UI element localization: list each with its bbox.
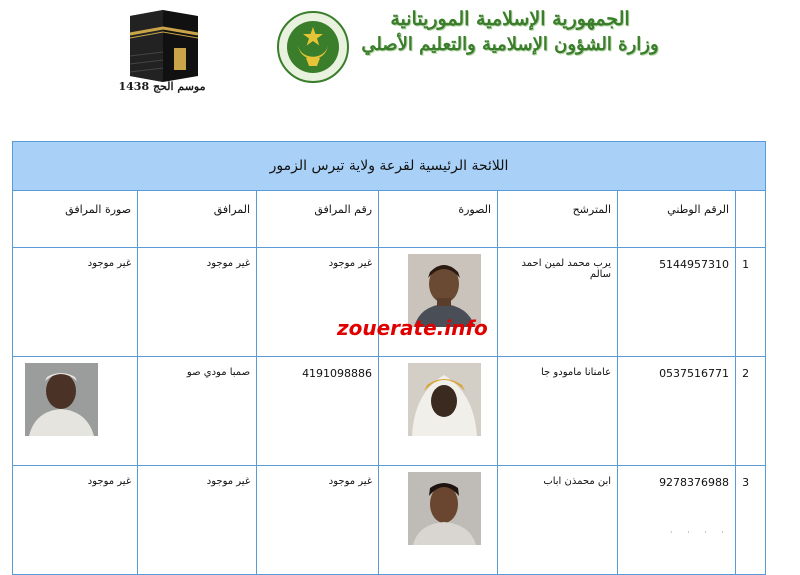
candidate-photo [408,472,481,545]
candidate-name: ابن محمذن اباب [498,466,618,575]
header-companion: المرافق [138,191,257,248]
companion-name: غير موجود [138,248,257,357]
watermark: zouerate.info [337,316,488,340]
table-row [13,248,766,357]
candidate-name: عامنانا مامودو جا [498,357,618,466]
table-header-row [13,191,766,248]
header-companion-photo: صورة المرافق [13,191,138,248]
companion-id: 4191098886 [257,357,379,466]
page-footer-marks: · · · · [670,528,730,537]
hajj-season-label: موسم الحج 1438 [118,80,206,93]
national-id: 5144957310 [618,248,736,357]
national-id: 0537516771 [618,357,736,466]
candidate-photo [408,363,481,436]
companion-photo-cell: غير موجود [13,466,138,575]
header-photo: الصورة [379,191,498,248]
candidate-photo-cell [379,248,498,357]
row-number: 1 [736,248,766,357]
row-number: 3 [736,466,766,575]
row-number: 2 [736,357,766,466]
header-national-id: الرقم الوطني [618,191,736,248]
candidates-table [12,141,766,575]
ministry-title: وزارة الشؤون الإسلامية والتعليم الأصلي [361,34,659,55]
table-row [13,357,766,466]
header-companion-id: رقم المرافق [257,191,379,248]
companion-photo-cell: غير موجود [13,248,138,357]
table-row [13,466,766,575]
state-seal-emblem [276,10,350,84]
candidate-name: يرب محمد لمين احمد سالم [498,248,618,357]
header-title-block [350,6,670,58]
table-caption: اللائحة الرئيسية لقرعة ولاية تيرس الزمور [13,142,766,191]
country-title: الجمهورية الإسلامية الموريتانية [390,8,630,30]
candidate-photo-cell [379,357,498,466]
header-candidate: المترشح [498,191,618,248]
companion-photo [25,363,98,436]
companion-name: غير موجود [138,466,257,575]
candidate-photo-cell [379,466,498,575]
companion-id: غير موجود [257,248,379,357]
national-id: 9278376988 [618,466,736,575]
companion-photo-cell [13,357,138,466]
companion-id: غير موجود [257,466,379,575]
header-number [736,191,766,248]
companion-name: صمبا مودي صو [138,357,257,466]
